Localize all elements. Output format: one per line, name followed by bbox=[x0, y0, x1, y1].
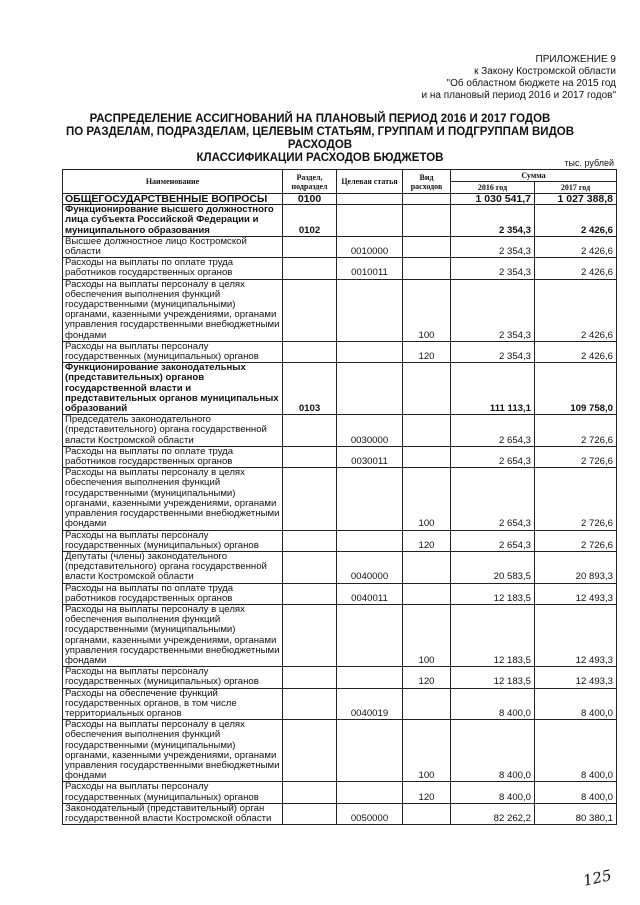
row-target bbox=[337, 363, 403, 415]
row-sum-2016: 2 654,3 bbox=[451, 446, 535, 467]
header-sum: Сумма bbox=[451, 170, 617, 182]
row-target bbox=[337, 468, 403, 530]
row-name: ОБЩЕГОСУДАРСТВЕННЫЕ ВОПРОСЫ bbox=[63, 194, 283, 205]
table-row bbox=[63, 803, 617, 824]
row-section bbox=[283, 688, 337, 720]
row-section bbox=[283, 551, 337, 583]
row-section bbox=[283, 236, 337, 257]
row-type bbox=[403, 236, 451, 257]
row-type bbox=[403, 583, 451, 604]
row-sum-2017: 2 426,6 bbox=[535, 258, 617, 279]
row-sum-2016: 1 030 541,7 bbox=[451, 194, 535, 205]
row-type: 120 bbox=[403, 530, 451, 551]
row-sum-2017: 80 380,1 bbox=[535, 803, 617, 824]
appendix-header bbox=[421, 54, 616, 102]
header-section: Раздел, подраздел bbox=[283, 170, 337, 194]
table-row bbox=[63, 583, 617, 604]
row-sum-2016: 2 654,3 bbox=[451, 415, 535, 447]
row-name: Высшее должностное лицо Костромской области bbox=[63, 236, 283, 257]
title-line: РАСПРЕДЕЛЕНИЕ АССИГНОВАНИЙ НА ПЛАНОВЫЙ ПЕРИОД 2016 И 2017 ГОДОВ bbox=[89, 113, 551, 125]
row-target bbox=[337, 530, 403, 551]
row-sum-2016: 8 400,0 bbox=[451, 782, 535, 803]
row-sum-2017: 20 893,3 bbox=[535, 551, 617, 583]
row-sum-2016: 8 400,0 bbox=[451, 720, 535, 782]
row-type bbox=[403, 194, 451, 205]
row-target bbox=[337, 341, 403, 362]
row-section bbox=[283, 720, 337, 782]
row-name: Депутаты (члены) законодательного (представительного) органа государственной власти Костромской области bbox=[63, 551, 283, 583]
row-sum-2017: 2 726,6 bbox=[535, 530, 617, 551]
table-row bbox=[63, 720, 617, 782]
row-sum-2017: 12 493,3 bbox=[535, 583, 617, 604]
row-section bbox=[283, 415, 337, 447]
row-sum-2017: 1 027 388,8 bbox=[535, 194, 617, 205]
row-name: Расходы на выплаты персоналу в целях обеспечения выполнения функций государственными (муниципальными) органами, казенными учреждениями, органами управления государственными внебюджетными фондами bbox=[63, 604, 283, 666]
row-sum-2016: 2 654,3 bbox=[451, 530, 535, 551]
row-sum-2016: 20 583,5 bbox=[451, 551, 535, 583]
row-section bbox=[283, 530, 337, 551]
row-sum-2017: 8 400,0 bbox=[535, 688, 617, 720]
row-name: Расходы на выплаты персоналу государственных (муниципальных) органов bbox=[63, 530, 283, 551]
row-sum-2016: 2 354,3 bbox=[451, 236, 535, 257]
row-name: Расходы на выплаты персоналу государственных (муниципальных) органов bbox=[63, 341, 283, 362]
row-section bbox=[283, 279, 337, 341]
row-type: 120 bbox=[403, 667, 451, 688]
table-row bbox=[63, 341, 617, 362]
row-type bbox=[403, 258, 451, 279]
table-row bbox=[63, 604, 617, 666]
table-body bbox=[63, 194, 617, 825]
header-type: Вид расходов bbox=[403, 170, 451, 194]
row-section bbox=[283, 803, 337, 824]
table-row bbox=[63, 782, 617, 803]
row-type bbox=[403, 446, 451, 467]
row-name: Расходы на выплаты персоналу в целях обеспечения выполнения функций государственными (муниципальными) органами, казенными учреждениями, органами управления государственными внебюджетными фондами bbox=[63, 468, 283, 530]
row-sum-2016: 12 183,5 bbox=[451, 583, 535, 604]
header-target: Целевая статья bbox=[337, 170, 403, 194]
row-section bbox=[283, 341, 337, 362]
row-name: Расходы на выплаты по оплате труда работников государственных органов bbox=[63, 583, 283, 604]
row-type: 120 bbox=[403, 782, 451, 803]
row-section bbox=[283, 468, 337, 530]
row-sum-2016: 111 113,1 bbox=[451, 363, 535, 415]
row-sum-2017: 12 493,3 bbox=[535, 667, 617, 688]
table-row bbox=[63, 258, 617, 279]
appropriations-table bbox=[62, 169, 617, 825]
row-section: 0102 bbox=[283, 205, 337, 237]
row-type bbox=[403, 688, 451, 720]
row-target bbox=[337, 194, 403, 205]
row-sum-2017: 109 758,0 bbox=[535, 363, 617, 415]
row-target bbox=[337, 720, 403, 782]
row-section bbox=[283, 446, 337, 467]
row-target: 0040000 bbox=[337, 551, 403, 583]
row-name: Функционирование законодательных (представительных) органов государственной власти и представительных органов муниципальных образований bbox=[63, 363, 283, 415]
row-target: 0010000 bbox=[337, 236, 403, 257]
row-type: 100 bbox=[403, 604, 451, 666]
appendix-line: ПРИЛОЖЕНИЕ 9 bbox=[535, 54, 616, 65]
table-row bbox=[63, 236, 617, 257]
row-target: 0050000 bbox=[337, 803, 403, 824]
row-type: 100 bbox=[403, 468, 451, 530]
row-name: Расходы на обеспечение функций государственных органов, в том числе территориальных органов bbox=[63, 688, 283, 720]
row-sum-2017: 2 426,6 bbox=[535, 236, 617, 257]
row-name: Функционирование высшего должностного лица субъекта Российской Федерации и муниципального образования bbox=[63, 205, 283, 237]
table-row bbox=[63, 363, 617, 415]
table-row bbox=[63, 468, 617, 530]
row-target: 0030011 bbox=[337, 446, 403, 467]
document-title bbox=[40, 113, 600, 165]
row-name: Председатель законодательного (представительного) органа государственной власти Костромской области bbox=[63, 415, 283, 447]
header-name: Наименование bbox=[63, 170, 283, 194]
row-sum-2017: 2 726,6 bbox=[535, 415, 617, 447]
row-section bbox=[283, 782, 337, 803]
row-sum-2016: 2 354,3 bbox=[451, 258, 535, 279]
table-row bbox=[63, 530, 617, 551]
table-row bbox=[63, 415, 617, 447]
row-section bbox=[283, 667, 337, 688]
row-name: Расходы на выплаты персоналу государственных (муниципальных) органов bbox=[63, 667, 283, 688]
row-sum-2017: 2 426,6 bbox=[535, 279, 617, 341]
row-sum-2017: 2 426,6 bbox=[535, 205, 617, 237]
row-target bbox=[337, 205, 403, 237]
appendix-line: к Закону Костромской области bbox=[474, 66, 616, 77]
row-type bbox=[403, 415, 451, 447]
row-name: Законодательный (представительный) орган государственной власти Костромской области bbox=[63, 803, 283, 824]
header-2017: 2017 год bbox=[535, 182, 617, 194]
row-type bbox=[403, 551, 451, 583]
table-row bbox=[63, 551, 617, 583]
row-name: Расходы на выплаты персоналу государственных (муниципальных) органов bbox=[63, 782, 283, 803]
row-target bbox=[337, 782, 403, 803]
row-sum-2016: 8 400,0 bbox=[451, 688, 535, 720]
row-sum-2016: 2 654,3 bbox=[451, 468, 535, 530]
row-sum-2017: 2 726,6 bbox=[535, 446, 617, 467]
row-sum-2016: 2 354,3 bbox=[451, 205, 535, 237]
row-section bbox=[283, 583, 337, 604]
row-type bbox=[403, 363, 451, 415]
row-target: 0040019 bbox=[337, 688, 403, 720]
appendix-line: "Об областном бюджете на 2015 год bbox=[446, 78, 616, 89]
title-line: КЛАССИФИКАЦИИ РАСХОДОВ БЮДЖЕТОВ bbox=[196, 152, 444, 164]
table-row bbox=[63, 279, 617, 341]
row-sum-2017: 2 726,6 bbox=[535, 468, 617, 530]
row-name: Расходы на выплаты персоналу в целях обеспечения выполнения функций государственными (муниципальными) органами, казенными учреждениями, органами управления государственными внебюджетными фондами bbox=[63, 279, 283, 341]
row-section: 0103 bbox=[283, 363, 337, 415]
row-sum-2017: 12 493,3 bbox=[535, 604, 617, 666]
appendix-line: и на плановый период 2016 и 2017 годов" bbox=[421, 90, 616, 101]
row-target: 0040011 bbox=[337, 583, 403, 604]
row-type bbox=[403, 803, 451, 824]
row-sum-2016: 2 354,3 bbox=[451, 341, 535, 362]
row-name: Расходы на выплаты персоналу в целях обеспечения выполнения функций государственными (муниципальными) органами, казенными учреждениями, органами управления государственными внебюджетными фондами bbox=[63, 720, 283, 782]
row-section: 0100 bbox=[283, 194, 337, 205]
row-target bbox=[337, 279, 403, 341]
table-row bbox=[63, 446, 617, 467]
page-number: 125 bbox=[581, 866, 614, 890]
row-target: 0030000 bbox=[337, 415, 403, 447]
row-sum-2016: 82 262,2 bbox=[451, 803, 535, 824]
table-row bbox=[63, 205, 617, 237]
title-line: ПО РАЗДЕЛАМ, ПОДРАЗДЕЛАМ, ЦЕЛЕВЫМ СТАТЬЯМ, ГРУППАМ И ПОДГРУППАМ ВИДОВ РАСХОДОВ bbox=[65, 126, 575, 151]
row-type: 100 bbox=[403, 279, 451, 341]
row-type bbox=[403, 205, 451, 237]
row-type: 100 bbox=[403, 720, 451, 782]
row-sum-2017: 8 400,0 bbox=[535, 782, 617, 803]
row-name: Расходы на выплаты по оплате труда работников государственных органов bbox=[63, 258, 283, 279]
table-row bbox=[63, 667, 617, 688]
row-sum-2016: 2 354,3 bbox=[451, 279, 535, 341]
table-row bbox=[63, 194, 617, 205]
row-target: 0010011 bbox=[337, 258, 403, 279]
row-target bbox=[337, 667, 403, 688]
units-label: тыс. рублей bbox=[564, 158, 614, 168]
row-sum-2017: 2 426,6 bbox=[535, 341, 617, 362]
row-section bbox=[283, 258, 337, 279]
row-section bbox=[283, 604, 337, 666]
row-name: Расходы на выплаты по оплате труда работников государственных органов bbox=[63, 446, 283, 467]
header-2016: 2016 год bbox=[451, 182, 535, 194]
table-row bbox=[63, 688, 617, 720]
row-sum-2017: 8 400,0 bbox=[535, 720, 617, 782]
table-header bbox=[63, 170, 617, 194]
row-target bbox=[337, 604, 403, 666]
row-sum-2016: 12 183,5 bbox=[451, 667, 535, 688]
row-sum-2016: 12 183,5 bbox=[451, 604, 535, 666]
row-type: 120 bbox=[403, 341, 451, 362]
